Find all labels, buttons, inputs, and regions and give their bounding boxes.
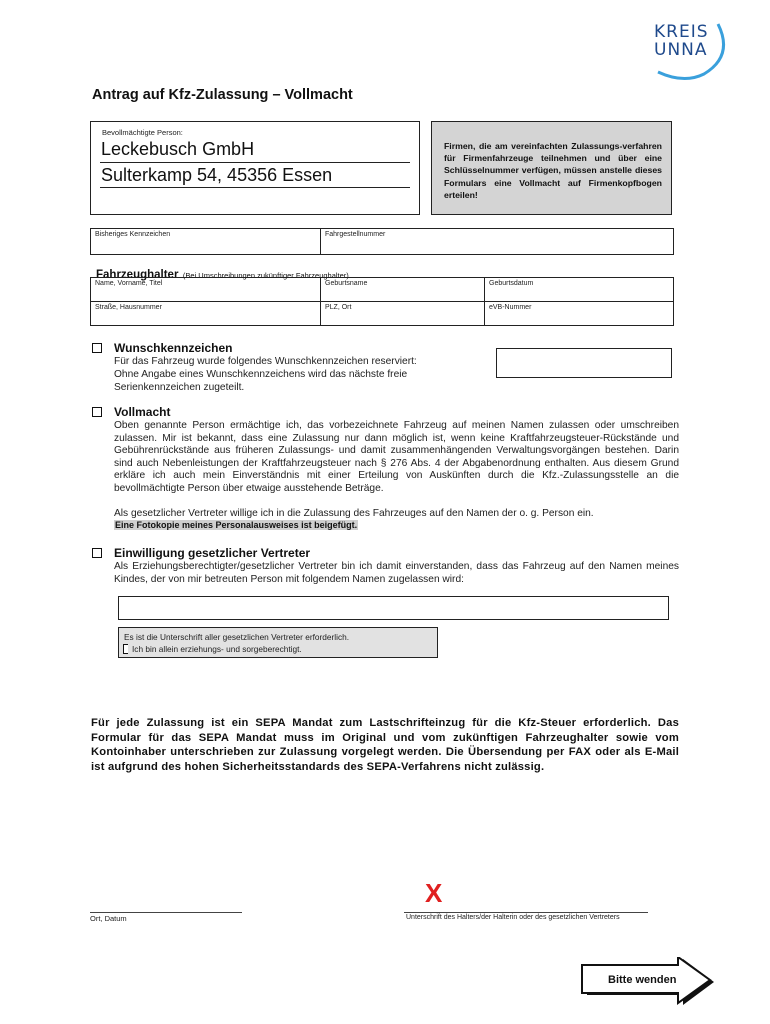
logo-line-2: UNNA: [654, 40, 708, 60]
wunsch-heading: Wunschkennzeichen: [114, 341, 233, 355]
vin-field[interactable]: [320, 228, 674, 255]
holder-city-field[interactable]: [320, 301, 485, 326]
turn-page-arrow: [580, 957, 720, 1007]
sepa-notice: Für jede Zulassung ist ein SEPA Mandat zum Lastschrifteinzug für die Kfz-Steuer erforderlich. Das Formular für das SEPA Mandat muss im Original und vom zukünftigen Fahrzeughalter sowie vom Kontoinhaber unterschrieben zur Zulassung vorgelegt werden. Die Übersendung per FAX oder als E-Mail ist aufgrund des hohen Sicherheitsstandards des SEPA-Verfahrens nicht zulässig.: [91, 717, 679, 773]
child-name-input[interactable]: [118, 596, 669, 620]
holder-birthdate-field[interactable]: [484, 277, 674, 302]
signature-label: Unterschrift des Halters/der Halterin oder des gesetzlichen Vertreters: [406, 914, 620, 921]
holder-birthdate-label: Geburtsdatum: [489, 280, 534, 287]
address-underline: [100, 187, 410, 188]
einwilligung-checkbox[interactable]: [92, 548, 102, 558]
sole-custody-label: Ich bin allein erziehungs- und sorgeberechtigt.: [128, 644, 302, 654]
wunsch-line-1: Für das Fahrzeug wurde folgendes Wunschkennzeichen reserviert:: [114, 356, 417, 367]
wunsch-checkbox[interactable]: [92, 343, 102, 353]
signature-mark: X: [425, 878, 443, 908]
guardian-signature-note-box: [118, 627, 438, 658]
authorized-person-label: Bevollmächtigte Person:: [102, 128, 183, 137]
holder-street-field[interactable]: [90, 301, 321, 326]
vin-label: Fahrgestellnummer: [325, 231, 386, 238]
holder-city-label: PLZ, Ort: [325, 304, 352, 311]
vollmacht-representative-line: Als gesetzlicher Vertreter willige ich in die Zulassung des Fahrzeuges auf den Namen der o. g. Person ein.: [114, 508, 594, 519]
authorized-person-box: [90, 121, 420, 215]
company-notice-text: Firmen, die am vereinfachten Zulassungs-verfahren für Firmenfahrzeuge teilnehmen und über eine Schlüsselnummer verfügen, müssen anstelle dieses Formulars eine Vollmacht auf Firmenkopfbogen erteilen!: [444, 141, 662, 200]
logo-line-1: KREIS: [654, 22, 709, 42]
page-title: Antrag auf Kfz-Zulassung – Vollmacht: [92, 87, 353, 103]
turn-page-label: Bitte wenden: [608, 974, 677, 986]
place-date-label: Ort, Datum: [90, 914, 127, 923]
holder-evb-label: eVB-Nummer: [489, 304, 532, 311]
holder-birthname-field[interactable]: [320, 277, 485, 302]
wunsch-line-3: Serienkennzeichen zugeteilt.: [114, 382, 245, 393]
wunsch-plate-input[interactable]: [496, 348, 672, 378]
plate-field[interactable]: [90, 228, 321, 255]
guardian-signature-note: Es ist die Unterschrift aller gesetzlichen Vertreter erforderlich.: [124, 632, 350, 642]
plate-label: Bisheriges Kennzeichen: [95, 231, 171, 238]
kreis-unna-logo: [648, 22, 728, 82]
company-notice-box: [431, 121, 672, 215]
date-line: [90, 912, 242, 913]
signature-line: [404, 912, 648, 913]
holder-heading-text: Fahrzeughalter: [96, 269, 179, 281]
holder-heading-note: (Bei Umschreibungen zukünftiger Fahrzeughalter): [182, 271, 349, 280]
holder-name-field[interactable]: [90, 277, 321, 302]
authorized-person-name[interactable]: Leckebusch GmbH: [101, 139, 255, 159]
vollmacht-checkbox[interactable]: [92, 407, 102, 417]
einwilligung-text: Als Erziehungsberechtigter/gesetzlicher Vertreter bin ich damit einverstanden, dass das Fahrzeug auf den Namen meines Kindes, der von mir betreuten Person mit folgendem Namen zugelassen wird:: [114, 561, 679, 585]
einwilligung-heading: Einwilligung gesetzlicher Vertreter: [114, 546, 311, 560]
holder-street-label: Straße, Hausnummer: [95, 304, 162, 311]
name-underline: [100, 162, 410, 163]
holder-birthname-label: Geburtsname: [325, 280, 368, 287]
wunsch-line-2: Ohne Angabe eines Wunschkennzeichens wird das nächste freie: [114, 369, 408, 380]
vollmacht-text: Oben genannte Person ermächtige ich, das vorbezeichnete Fahrzeug auf meinen Namen zulassen oder umschreiben zulassen. Mir ist bekannt, dass eine Zulassung nur dann möglich ist, wenn keine Kraftfahrzeugsteuer-Rückstände und Gebührenrückstände aus früheren Zulassungs- und damit zusammenhängenden Verwaltungsvorgängen bestehen. Darin sind auch Nebenleistungen der Kraftfahrzeugsteuer nach § 276 Abs. 4 der Abgabenordnung enthalten. Aus diesem Grund erkläre ich auch mein Einverständnis mit einer Erteilung von Auskünften durch die Kfz.-Zulassungsstelle an die bevollmächtigte Person über etwaige ausstehende Beträge.: [114, 420, 679, 494]
holder-name-label: Name, Vorname, Titel: [95, 280, 163, 287]
holder-evb-field[interactable]: [484, 301, 674, 326]
logo-arc-icon: [648, 22, 728, 82]
vollmacht-heading: Vollmacht: [114, 405, 171, 419]
authorized-person-address[interactable]: Sulterkamp 54, 45356 Essen: [101, 165, 333, 185]
id-copy-note: Eine Fotokopie meines Personalausweises ist beigefügt.: [115, 520, 358, 530]
